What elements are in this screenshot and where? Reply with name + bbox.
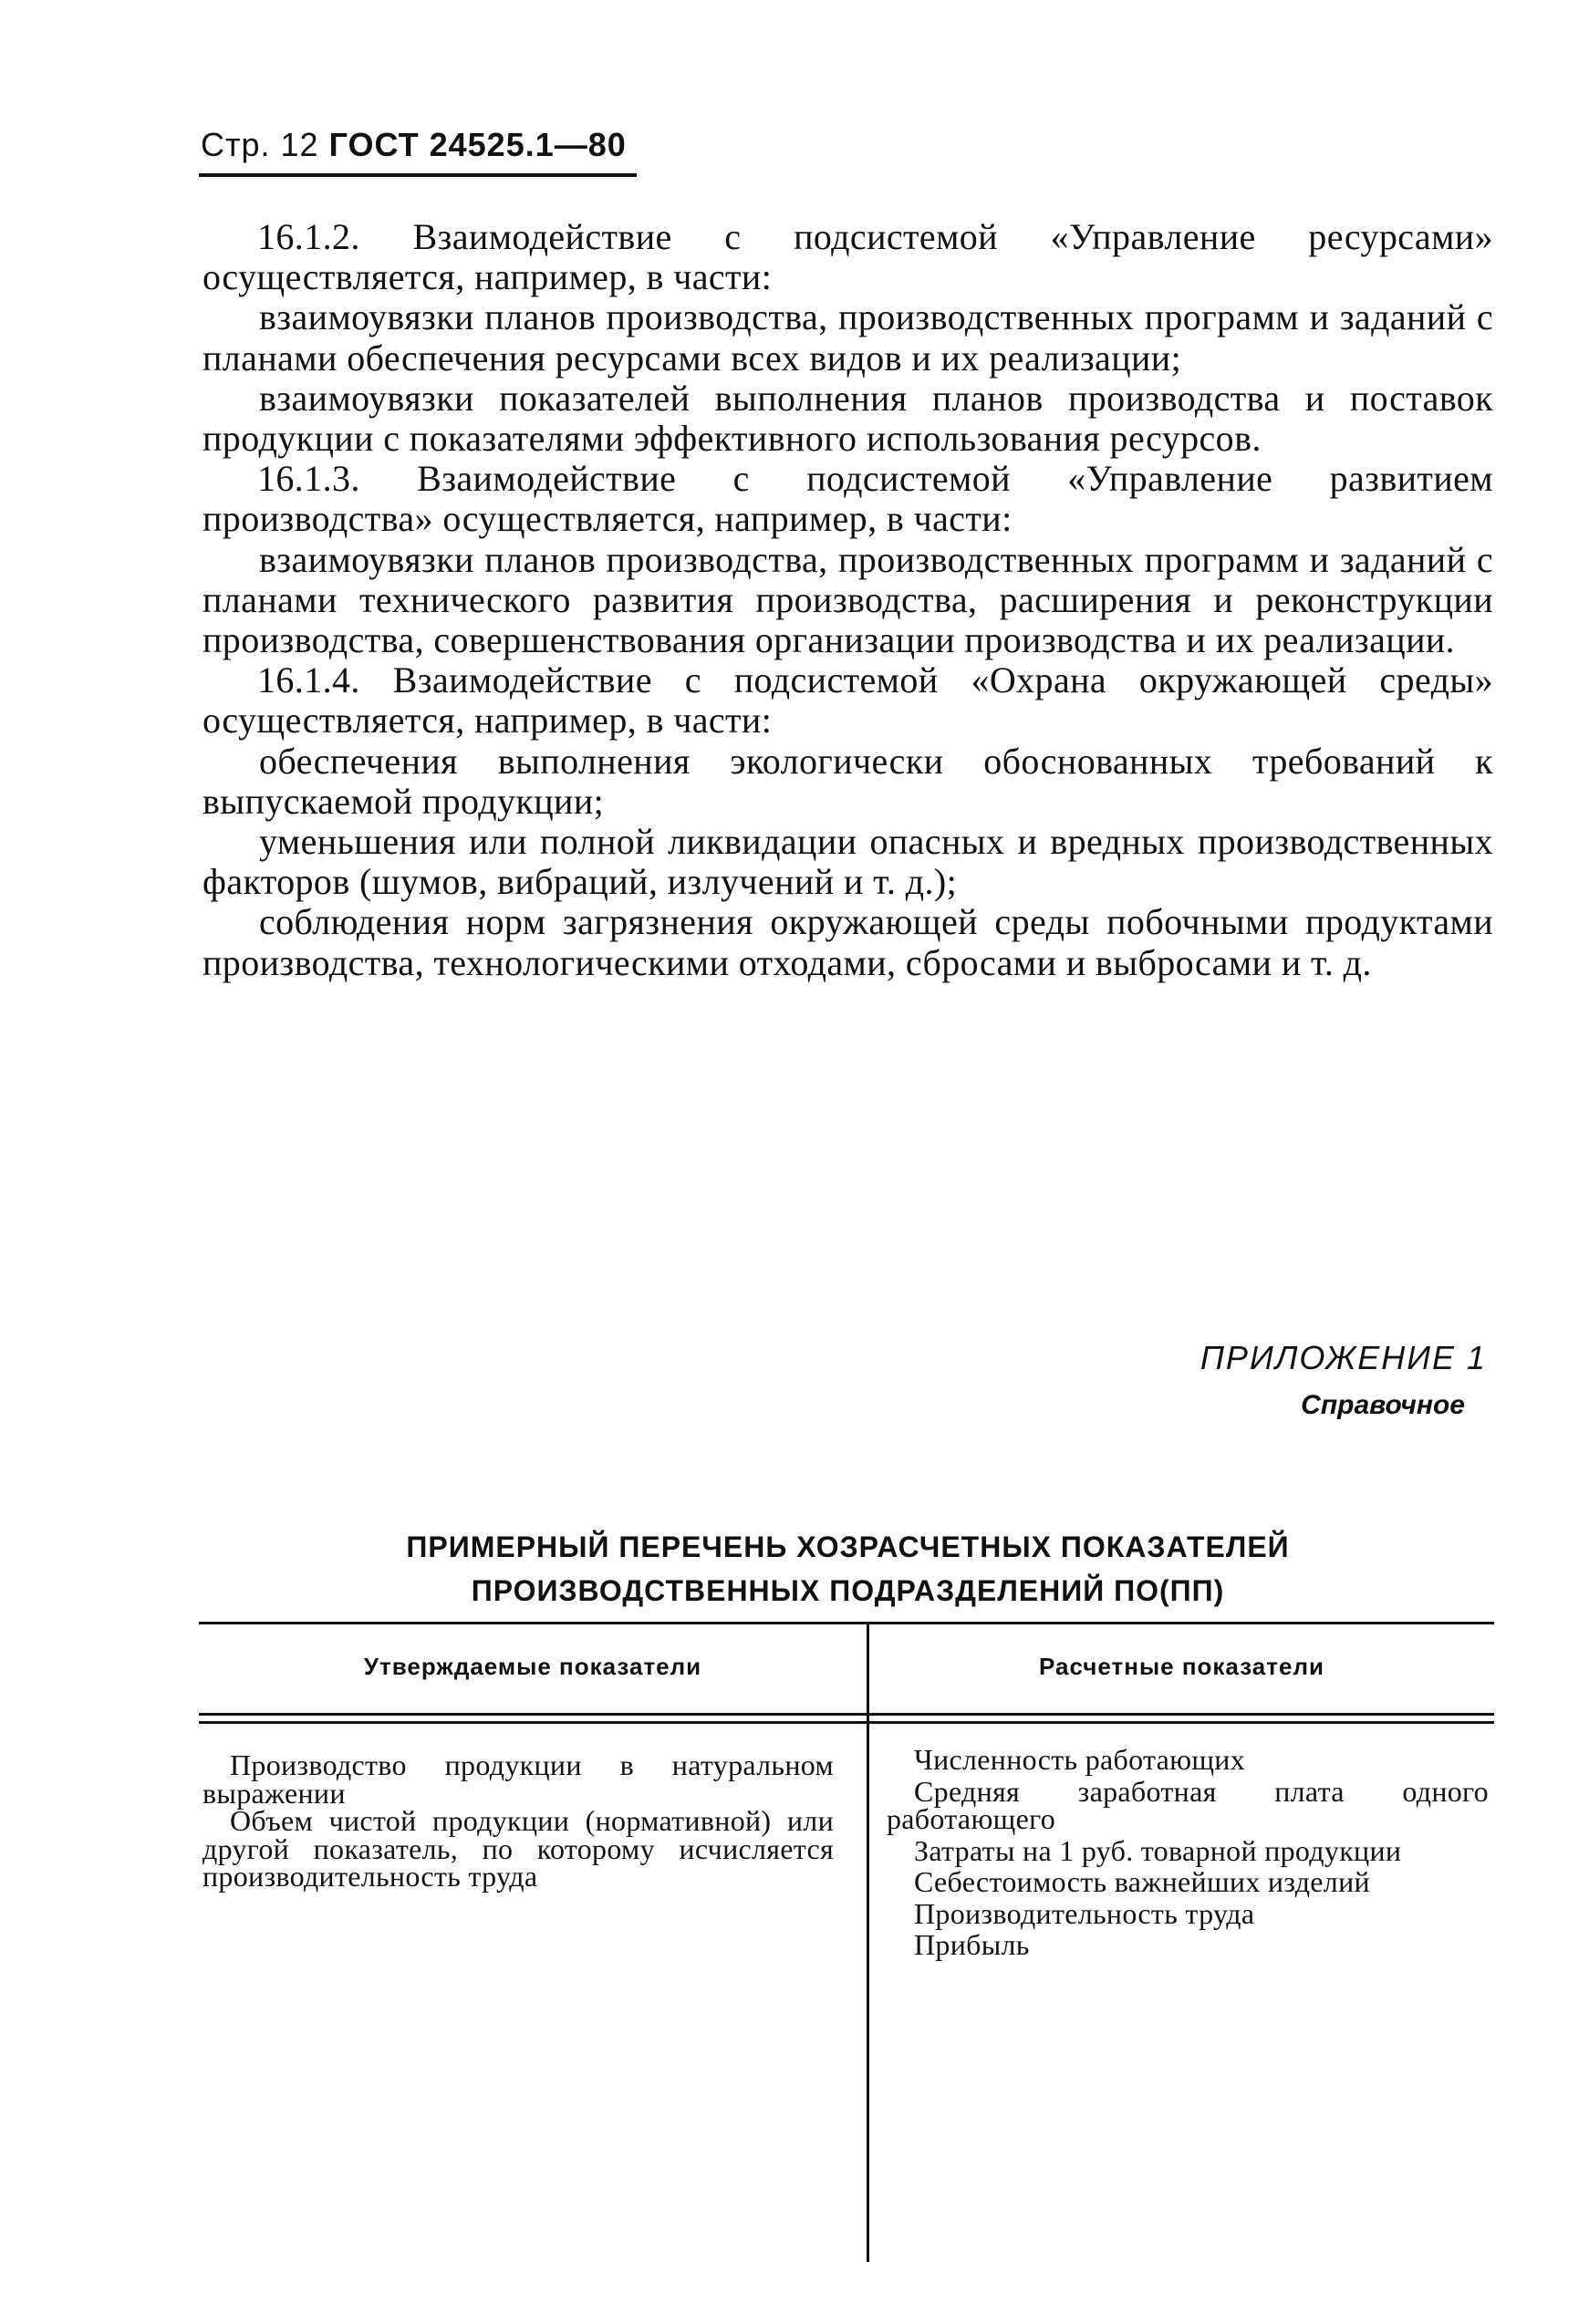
paragraph-16-1-3: 16.1.3. Взаимодействие с подсистемой «Управление развитием производства» осуществляется, например, в части: bbox=[203, 458, 1493, 540]
table-cell: Затраты на 1 руб. товарной продукции bbox=[914, 1833, 1402, 1867]
table-header-calculated: Расчетные показатели bbox=[1039, 1653, 1324, 1680]
list-item: соблюдения норм загрязнения окружающей среды побочными продуктами производства, технологическими отходами, сбросами и выбросами и т. д. bbox=[203, 901, 1493, 983]
table-cell: Численность работающих bbox=[914, 1743, 1246, 1776]
table-top-rule bbox=[199, 1622, 1494, 1624]
table-cell: Объем чистой продукции (нормативной) или другой показатель, по которому исчисляется производительность труда bbox=[203, 1804, 834, 1893]
list-item: взаимоувязки планов производства, производственных программ и заданий с планами технического развития производства, расширения и реконструкции производства, совершенствования организации производства и их реализации. bbox=[203, 538, 1493, 661]
list-item: обеспечения выполнения экологически обоснованных требований к выпускаемой продукции; bbox=[203, 740, 1493, 822]
appendix-heading bbox=[1200, 1339, 1487, 1421]
title-line-1: ПРИМЕРНЫЙ ПЕРЕЧЕНЬ ХОЗРАСЧЕТНЫХ ПОКАЗАТЕЛЕЙ bbox=[406, 1530, 1290, 1563]
table-header-rule bbox=[199, 1721, 1494, 1724]
body-text bbox=[203, 217, 1493, 983]
paragraph-16-1-2: 16.1.2. Взаимодействие с подсистемой «Управление ресурсами» осуществляется, например, в части: bbox=[203, 216, 1493, 298]
table-header-rule bbox=[199, 1713, 1494, 1716]
table-cell: Производительность труда bbox=[914, 1896, 1255, 1930]
list-item: взаимоувязки показателей выполнения планов производства и поставок продукции с показателями эффективного использования ресурсов. bbox=[203, 377, 1493, 460]
table-cell: Себестоимость важнейших изделий bbox=[914, 1865, 1370, 1898]
paragraph-16-1-4: 16.1.4. Взаимодействие с подсистемой «Охрана окружающей среды» осуществляется, например, в части: bbox=[203, 659, 1493, 742]
table-column-divider bbox=[867, 1622, 869, 2262]
appendix-title bbox=[203, 1525, 1493, 1613]
table-column-calculated bbox=[887, 1743, 1489, 1963]
page-header bbox=[201, 126, 627, 164]
title-line-2: ПРОИЗВОДСТВЕННЫХ ПОДРАЗДЕЛЕНИЙ ПО(ПП) bbox=[471, 1574, 1225, 1607]
table-column-approved bbox=[203, 1748, 834, 1893]
header-rule bbox=[199, 173, 637, 177]
table-cell: Производство продукции в натуральном выражении bbox=[203, 1748, 834, 1810]
list-item: взаимоувязки планов производства, производственных программ и заданий с планами обеспечения ресурсами всех видов и их реализации; bbox=[203, 296, 1493, 379]
list-item: уменьшения или полной ликвидации опасных и вредных производственных факторов (шумов, вибраций, излучений и т. д.); bbox=[203, 821, 1493, 903]
page-number: Стр. 12 bbox=[201, 126, 319, 163]
table-cell: Прибыль bbox=[914, 1928, 1030, 1961]
appendix-label: ПРИЛОЖЕНИЕ 1 bbox=[1200, 1339, 1487, 1376]
appendix-type: Справочное bbox=[1301, 1390, 1465, 1420]
table-cell: Средняя заработная плата одного работающего bbox=[887, 1774, 1489, 1835]
standard-number: ГОСТ 24525.1—80 bbox=[328, 126, 627, 163]
table-header-approved: Утверждаемые показатели bbox=[363, 1653, 702, 1680]
